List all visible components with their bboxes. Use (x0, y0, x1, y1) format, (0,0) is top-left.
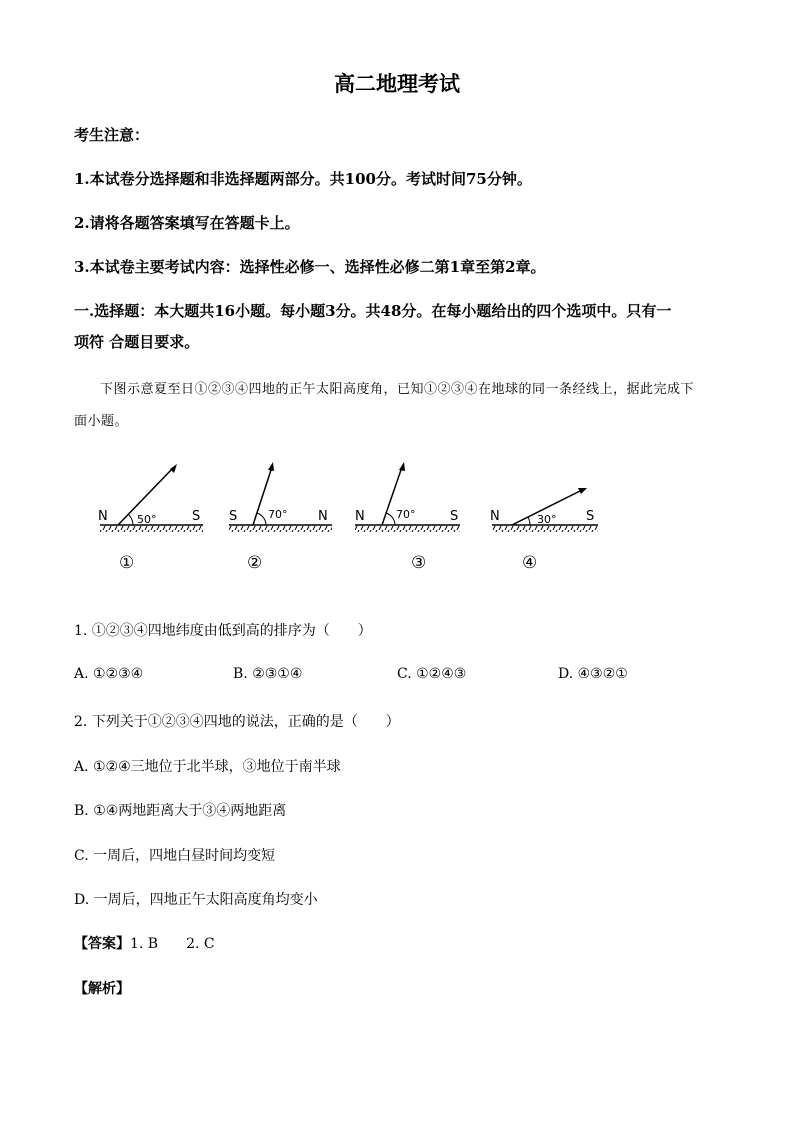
section-heading-line1: 一.选择题：本大题共16小题。每小题3分。共48分。在每小题给出的四个选项中。只有一 (74, 302, 672, 320)
answer-label: 【答案】 (74, 936, 130, 952)
page-title: 高二地理考试 (334, 71, 460, 96)
answer-text: 1. B 2. C (130, 936, 215, 952)
diagram-4 (490, 488, 598, 573)
q2-option-a: A. ①②④三地位于北半球，③地位于南半球 (74, 759, 341, 775)
direction-label: S (229, 509, 238, 524)
q1-option-a: A. ①②③④ (74, 666, 144, 682)
diagram-marker: ② (247, 553, 263, 573)
analysis-label: 【解析】 (74, 981, 130, 997)
q1-option-b: B. ②③①④ (233, 666, 303, 682)
notice-item: 2.请将各题答案填写在答题卡上。 (74, 214, 300, 232)
q2-option-c: C. 一周后，四地白昼时间均变短 (74, 848, 276, 864)
diagram-marker: ④ (522, 553, 538, 573)
intro-line1: 下图示意夏至日①②③④四地的正午太阳高度角，已知①②③④在地球的同一条经线上，据此完成下 (100, 382, 695, 397)
direction-label: N (490, 509, 500, 524)
q2-option-b: B. ①④两地距离大于③④两地距离 (74, 803, 287, 819)
intro-line2: 面小题。 (74, 414, 129, 429)
answer-line (74, 933, 215, 953)
direction-label: S (192, 509, 201, 524)
notice-item: 3.本试卷主要考试内容：选择性必修一、选择性必修二第1章至第2章。 (74, 258, 546, 276)
direction-label: S (450, 509, 459, 524)
diagram-marker: ③ (411, 553, 427, 573)
diagram-marker: ① (119, 553, 135, 573)
section-heading-line2: 项符 合题目要求。 (74, 333, 200, 351)
diagram-1 (98, 464, 203, 573)
diagram-2 (229, 462, 332, 573)
direction-label: N (318, 509, 328, 524)
direction-label: N (355, 509, 365, 524)
arrow-icon (268, 462, 274, 471)
angle-label: 70° (396, 508, 416, 521)
arrow-icon (399, 462, 405, 471)
notice-heading: 考生注意： (74, 126, 150, 144)
arrow-icon (170, 464, 177, 473)
direction-label: N (98, 509, 108, 524)
sun-angle-figure (0, 450, 794, 580)
question-1-stem: 1. ①②③④四地纬度由低到高的排序为（ ） (74, 623, 372, 639)
angle-label: 50° (137, 513, 157, 526)
q1-option-c: C. ①②④③ (397, 666, 467, 682)
question-2-stem: 2. 下列关于①②③④四地的说法，正确的是（ ） (74, 714, 400, 730)
notice-item: 1.本试卷分选择题和非选择题两部分。共100分。考试时间75分钟。 (74, 170, 532, 188)
angle-label: 70° (268, 508, 288, 521)
direction-label: S (586, 509, 595, 524)
q2-option-d: D. 一周后，四地正午太阳高度角均变小 (74, 892, 318, 908)
q1-option-d: D. ④③②① (558, 666, 628, 682)
diagram-3 (355, 462, 460, 573)
angle-label: 30° (537, 513, 557, 526)
